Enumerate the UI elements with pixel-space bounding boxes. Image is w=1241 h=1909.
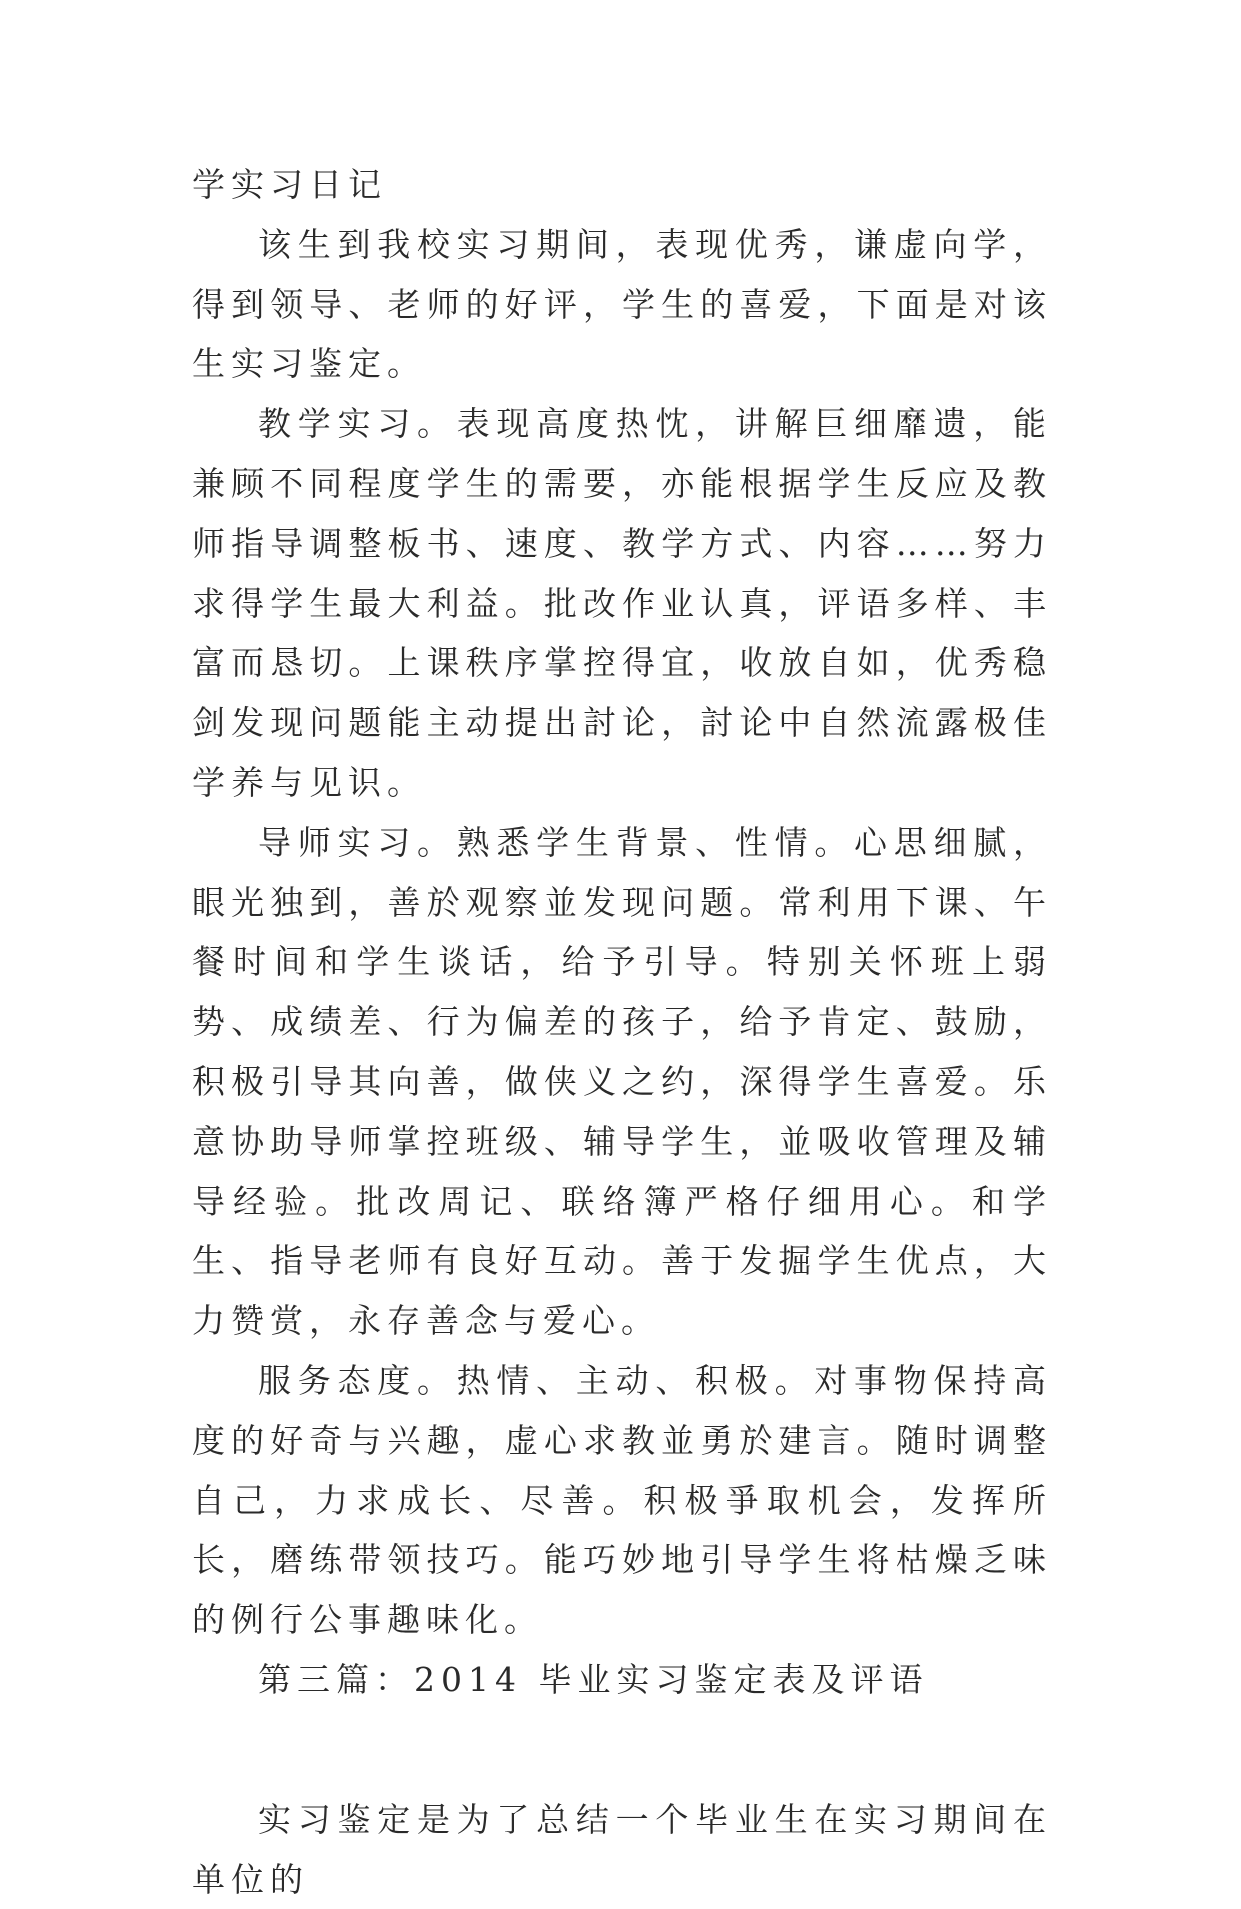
paragraph-teaching: 教学实习。表现高度热忱，讲解巨细靡遗，能兼顾不同程度学生的需要，亦能根据学生反应及教师指导调整板书、速度、教学方式、内容……努力求得学生最大利益。批改作业认真，评语多样、丰富而恳切。上课秩序掌控得宜，收放自如，优秀稳剑发现问题能主动提出討论，討论中自然流露极佳学养与见识。 bbox=[192, 404, 1052, 802]
spacer bbox=[192, 1710, 1052, 1790]
paragraph-mentor: 导师实习。熟悉学生背景、性情。心思细腻，眼光独到，善於观察並发现问题。常利用下课、午餐时间和学生谈话，给予引导。特别关怀班上弱势、成绩差、行为偏差的孩子，给予肯定、鼓励，积极引导其向善，做侠义之约，深得学生喜爱。乐意协助导师掌控班级、辅导学生，並吸收管理及辅导经验。批改周记、联络簿严格仔细用心。和学生、指导老师有良好互动。善于发掘学生优点，大力赞赏，永存善念与爱心。 bbox=[192, 822, 1052, 1341]
paragraph-intro: 该生到我校实习期间，表现优秀，谦虚向学，得到领导、老师的好评，学生的喜爱，下面是对该生实习鉴定。 bbox=[192, 224, 1052, 384]
document-body bbox=[192, 155, 1052, 1909]
paragraph-final: 实习鉴定是为了总结一个毕业生在实习期间在单位的 bbox=[192, 1799, 1052, 1899]
paragraph-service: 服务态度。热情、主动、积极。对事物保持高度的好奇与兴趣，虚心求教並勇於建言。随时调整自己，力求成长、尽善。积极爭取机会，发挥所长，磨练带领技巧。能巧妙地引导学生将枯燥乏味的例行公事趣味化。 bbox=[192, 1360, 1052, 1640]
section-heading: 第三篇：2014 毕业实习鉴定表及评语 bbox=[258, 1659, 929, 1699]
title-fragment: 学实习日记 bbox=[192, 165, 387, 204]
